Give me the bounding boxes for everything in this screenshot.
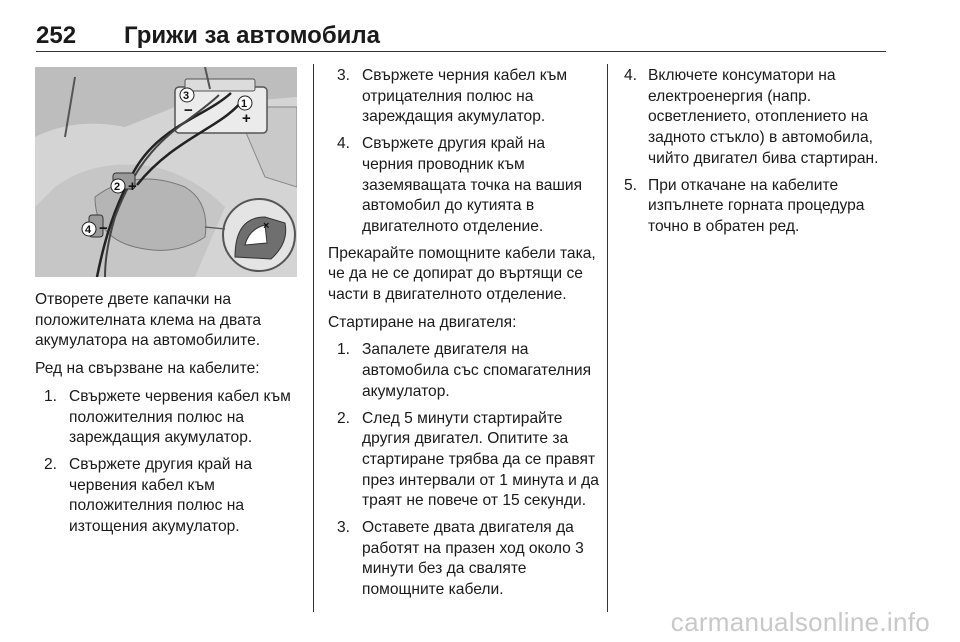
connection-steps-list [35,387,303,538]
callout-2: 2 [114,181,121,193]
step-text: Свържете другия край на черния проводник към заземяващата точка на вашия автомобил до кутията в двигателното отделение. [362,135,583,235]
step-number: 3. [337,67,351,84]
step-number: 1. [44,387,58,405]
step-text: Оставете двата двигателя да работят на празен ход около 3 минути без да сваляте помощните кабели. [362,519,584,599]
column-1 [35,290,303,544]
cable-routing-note: Прекарайте помощните кабели така, че да не се допират до въртящи се части в двигателното отделение. [328,244,596,304]
list-item [624,176,892,238]
column-2 [328,66,600,607]
step-text: Свържете червения кабел към положителния полюс на зареждащия акумулатор. [69,387,291,447]
step-text: Включете консуматори на електроенергия (напр. осветлението, отоплението на задното стъкло) в автомобила, чийто двигател бива стартиран. [648,67,879,167]
minus-label-4: − [99,220,108,237]
engine-start-steps-list [328,340,600,600]
step-number: 4. [624,67,638,84]
connection-order-heading: Ред на свързване на кабелите: [35,360,260,378]
page-number: 252 [36,22,77,49]
step-text: Свържете черния кабел към отрицателния полюс на зареждащия акумулатор. [362,67,568,126]
engine-start-steps-list-continued [624,66,892,238]
connection-steps-list-continued [328,66,600,238]
header-rule [36,51,886,52]
list-item [624,66,892,170]
callout-4: 4 [85,224,92,236]
step-text: Запалете двигателя на автомобила със спомагателния акумулатор. [362,341,592,400]
callout-1: 1 [241,98,248,110]
step-number: 2. [44,455,58,473]
engine-start-heading: Стартиране на двигателя: [328,313,517,331]
list-item [44,455,303,538]
intro-paragraph: Отворете двете капачки на положителната клема на двата акумулатора на автомобилите. [35,291,262,350]
column-3 [624,66,892,244]
list-item [337,134,600,238]
step-text: При откачане на кабелите изпълнете горната процедура точно в обратен ред. [648,176,865,235]
engine-bay-drawing [35,67,297,277]
page-header [36,22,886,52]
jump-start-illustration [35,67,297,277]
plus-label-2: + [128,178,137,195]
column-divider-right [607,64,608,612]
list-item [44,387,303,449]
callout-3: 3 [183,90,190,102]
step-number: 5. [624,176,638,194]
step-number: 1. [337,341,351,359]
plus-label-1: + [242,110,251,127]
step-text: След 5 минути стартирайте другия двигател. Опитите за стартиране трябва да се правят през интервали от 1 минута и да траят не повече от 15 секунди. [362,409,599,510]
step-number: 2. [337,409,351,427]
list-item [337,66,600,128]
list-item [337,340,600,402]
list-item [337,518,600,601]
step-number: 4. [337,135,351,153]
column-divider-left [313,64,314,612]
site-watermark: carmanualsonline.info [670,607,930,637]
step-text: Свържете другия край на червения кабел към положителния полюс на изтощения акумулатор. [69,455,253,536]
step-number: 3. [337,519,351,537]
svg-text:×: × [263,220,270,232]
minus-label-3: − [184,102,193,119]
page-title: Грижи за автомобила [124,22,381,49]
list-item [337,409,600,513]
